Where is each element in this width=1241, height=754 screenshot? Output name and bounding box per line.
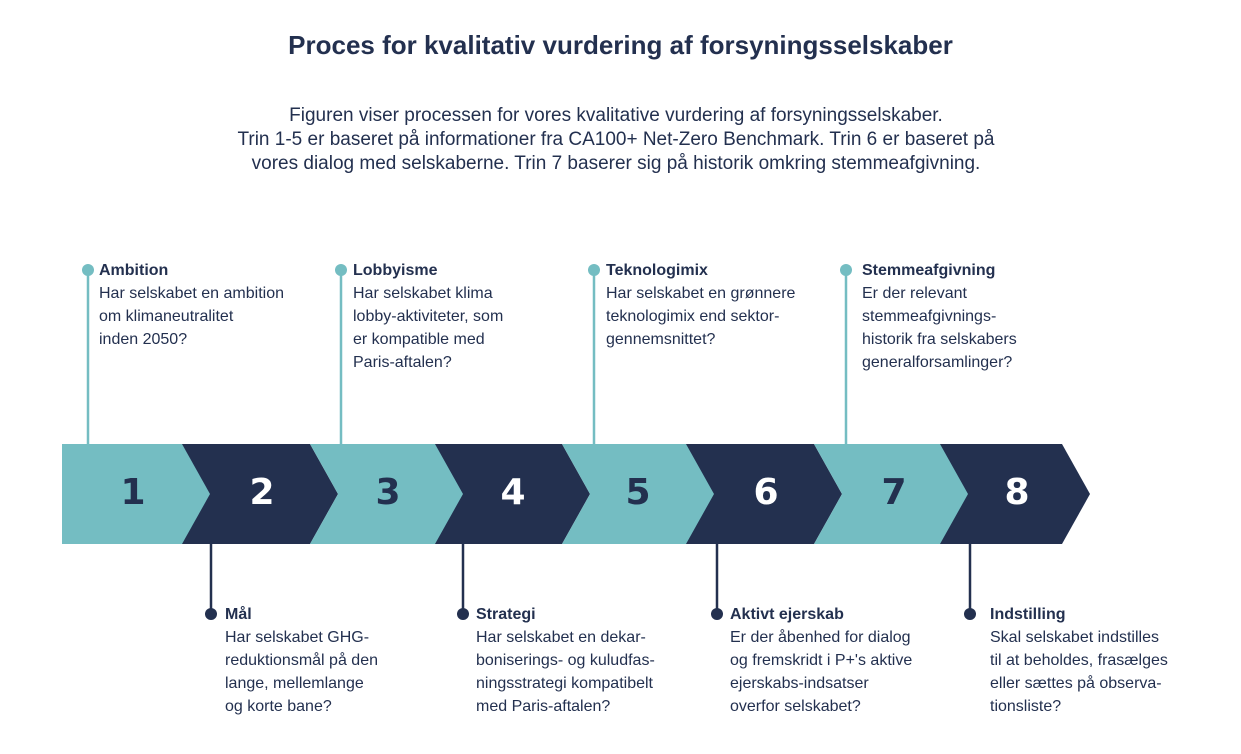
step-title: Aktivt ejerskab (730, 606, 844, 623)
desc-line: ejerskabs-indsatser (730, 675, 869, 692)
marker-dot-6 (711, 608, 723, 620)
step-number-3: 3 (375, 472, 401, 513)
step-description (225, 626, 378, 718)
step-title: Stemmeafgivning (862, 262, 996, 279)
step-title: Lobbyisme (353, 262, 438, 279)
desc-line: og fremskridt i P+'s aktive (730, 652, 913, 669)
step-label-3 (353, 259, 503, 374)
step-title: Strategi (476, 606, 536, 623)
desc-line: Har selskabet en grønnere (606, 285, 796, 302)
desc-line: stemmeafgivnings- (862, 308, 997, 325)
step-title: Ambition (99, 262, 169, 279)
intro-line: vores dialog med selskaberne. Trin 7 baserer sig på historik omkring stemmeafgivning. (251, 153, 981, 174)
desc-line: Paris-aftalen? (353, 354, 452, 371)
marker-dot-2 (205, 608, 217, 620)
step-number-5: 5 (625, 472, 651, 513)
step-description (862, 282, 1017, 374)
desc-line: om klimaneutralitet (99, 308, 234, 325)
marker-dot-7 (840, 264, 852, 276)
desc-line: Har selskabet GHG- (225, 629, 370, 646)
desc-line: generalforsamlinger? (862, 354, 1013, 371)
desc-line: tionsliste? (990, 698, 1062, 715)
desc-line: lange, mellemlange (225, 675, 364, 692)
desc-line: Har selskabet klima (353, 285, 493, 302)
desc-line: Er der relevant (862, 285, 967, 302)
step-number-6: 6 (753, 472, 779, 513)
step-label-4 (476, 603, 655, 718)
desc-line: og korte bane? (225, 698, 332, 715)
step-number-8: 8 (1004, 472, 1030, 513)
desc-line: overfor selskabet? (730, 698, 861, 715)
desc-line: reduktionsmål på den (225, 652, 378, 669)
step-description (730, 626, 912, 718)
marker-dot-8 (964, 608, 976, 620)
desc-line: eller sættes på observa- (990, 675, 1162, 692)
desc-line: Har selskabet en ambition (99, 285, 284, 302)
step-number-2: 2 (249, 472, 275, 513)
intro-line: Figuren viser processen for vores kvalitative vurdering af forsyningsselskaber. (289, 105, 943, 126)
desc-line: gennemsnittet? (606, 331, 716, 348)
desc-line: lobby-aktiviteter, som (353, 308, 504, 325)
step-number-1: 1 (120, 472, 146, 513)
step-label-8 (990, 603, 1168, 718)
desc-line: teknologimix end sektor- (606, 308, 780, 325)
step-number-7: 7 (881, 472, 907, 513)
desc-line: Har selskabet en dekar- (476, 629, 646, 646)
desc-line: Skal selskabet indstilles (990, 629, 1159, 646)
step-title: Teknologimix (606, 262, 708, 279)
step-description (476, 626, 655, 718)
step-label-7 (862, 259, 1017, 374)
step-title: Mål (225, 606, 252, 623)
step-label-6 (730, 603, 912, 718)
step-description (606, 282, 795, 351)
marker-dot-5 (588, 264, 600, 276)
step-label-2 (225, 603, 378, 718)
desc-line: boniserings- og kuludfas- (476, 652, 655, 669)
marker-dot-4 (457, 608, 469, 620)
step-title: Indstilling (990, 606, 1066, 623)
desc-line: til at beholdes, frasælges (990, 652, 1168, 669)
desc-line: ningsstrategi kompatibelt (476, 675, 653, 692)
desc-line: Er der åbenhed for dialog (730, 629, 911, 646)
step-label-1 (99, 259, 284, 351)
step-description (990, 626, 1168, 718)
desc-line: historik fra selskabers (862, 331, 1017, 348)
desc-line: med Paris-aftalen? (476, 698, 611, 715)
step-description (99, 282, 284, 351)
page-title: Proces for kvalitativ vurdering af forsyningsselskaber (288, 30, 953, 60)
step-number-4: 4 (500, 472, 526, 513)
marker-dot-1 (82, 264, 94, 276)
desc-line: er kompatible med (353, 331, 485, 348)
marker-dot-3 (335, 264, 347, 276)
desc-line: inden 2050? (99, 331, 188, 348)
step-label-5 (606, 259, 795, 351)
step-description (353, 282, 503, 374)
intro-line: Trin 1-5 er baseret på informationer fra CA100+ Net-Zero Benchmark. Trin 6 er baseret på (237, 129, 995, 150)
